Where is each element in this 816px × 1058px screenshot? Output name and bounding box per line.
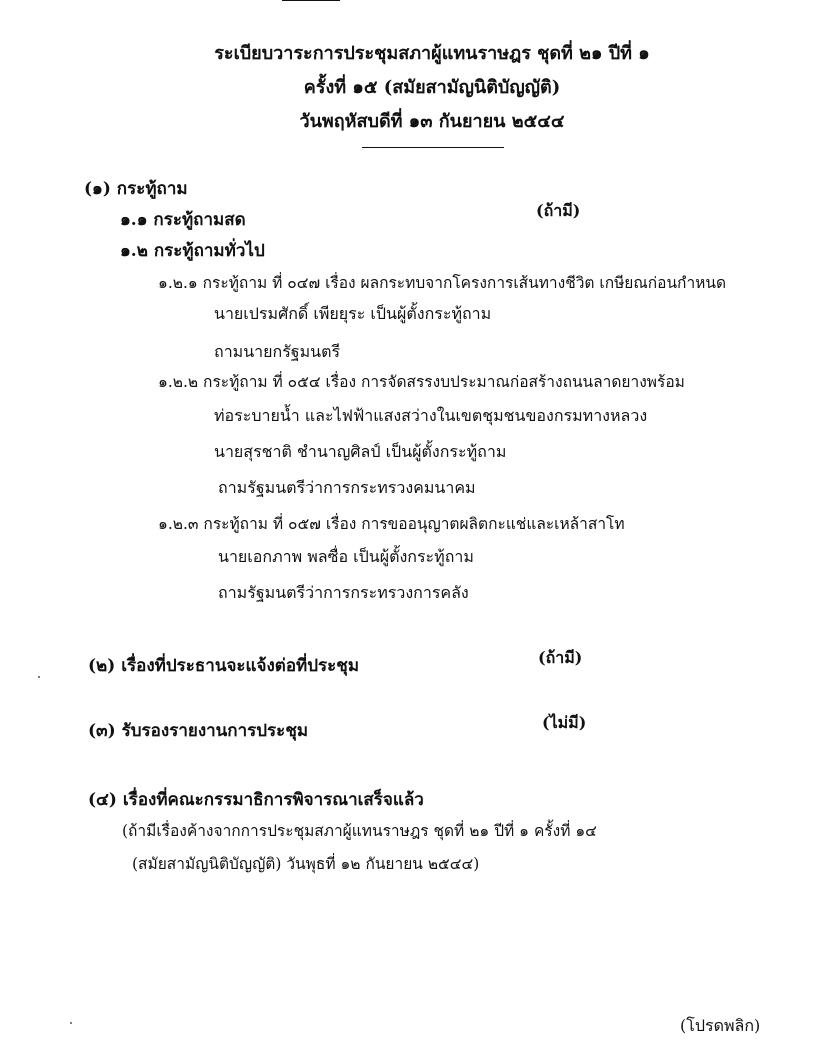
section-1-title: (๑) กระทู้ถาม (84, 179, 188, 199)
scan-speck (38, 676, 40, 678)
section-4-note-line1: (ถ้ามีเรื่องค้างจากการประชุมสภาผู้แทนราษฎร ชุดที่ ๒๑ ปีที่ ๑ ครั้งที่ ๑๔ (122, 822, 597, 840)
header-divider (362, 147, 504, 148)
question-1-2-1-asker: นายเปรมศักดิ์ เพียยุระ เป็นผู้ตั้งกระทู้ถาม (214, 304, 492, 323)
top-rule (282, 0, 340, 1)
question-1-2-1-subject: ๑.๒.๑ กระทู้ถาม ที่ ๐๔๗ เรื่อง ผลกระทบจากโครงการเส้นทางชีวิต เกษียณก่อนกำหนด (158, 274, 727, 292)
session-number: ครั้งที่ ๑๕ (สมัยสามัญนิติบัญญัติ) (303, 77, 561, 98)
section-2-note: (ถ้ามี) (538, 648, 583, 667)
question-1-2-3-subject: ๑.๒.๓ กระทู้ถาม ที่ ๐๕๗ เรื่อง การขออนุญาตผลิตกะแช่และเหล้าสาโท (158, 515, 625, 533)
question-1-2-2-asker: นายสุรชาติ ชำนาญศิลป์ เป็นผู้ตั้งกระทู้ถาม (214, 442, 507, 461)
turn-over-note: (โปรดพลิก) (680, 1016, 761, 1035)
section-1-1-note: (ถ้ามี) (536, 201, 581, 220)
agenda-title: ระเบียบวาระการประชุมสภาผู้แทนราษฎร ชุดที่ ๒๑ ปีที่ ๑ (214, 43, 650, 64)
question-1-2-2-subject: ๑.๒.๒ กระทู้ถาม ที่ ๐๕๔ เรื่อง การจัดสรรงบประมาณก่อสร้างถนนลาดยางพร้อม (158, 373, 685, 391)
section-2-title: (๒) เรื่องที่ประธานจะแจ้งต่อที่ประชุม (88, 656, 360, 676)
section-3-title: (๓) รับรองรายงานการประชุม (88, 721, 309, 741)
section-1-1-title: ๑.๑ กระทู้ถามสด (120, 210, 246, 230)
section-3-note: (ไม่มี) (542, 713, 587, 732)
meeting-date: วันพฤหัสบดีที่ ๑๓ กันยายน ๒๕๔๔ (299, 111, 565, 132)
section-4-note-line2: (สมัยสามัญนิติบัญญัติ) วันพุธที่ ๑๒ กันยายน ๒๕๔๔) (132, 855, 480, 873)
section-4-title: (๔) เรื่องที่คณะกรรมาธิการพิจารณาเสร็จแล้ว (88, 790, 424, 810)
section-1-2-title: ๑.๒ กระทู้ถามทั่วไป (120, 241, 265, 261)
question-1-2-2-addressee: ถามรัฐมนตรีว่าการกระทรวงคมนาคม (218, 478, 476, 497)
question-1-2-3-asker: นายเอกภาพ พลซื่อ เป็นผู้ตั้งกระทู้ถาม (218, 547, 474, 566)
question-1-2-3-addressee: ถามรัฐมนตรีว่าการกระทรวงการคลัง (218, 583, 469, 602)
scan-speck (70, 1022, 72, 1024)
question-1-2-1-addressee: ถามนายกรัฐมนตรี (214, 342, 341, 361)
question-1-2-2-subject-cont: ท่อระบายน้ำ และไฟฟ้าแสงสว่างในเขตชุมชนของกรมทางหลวง (214, 406, 648, 425)
